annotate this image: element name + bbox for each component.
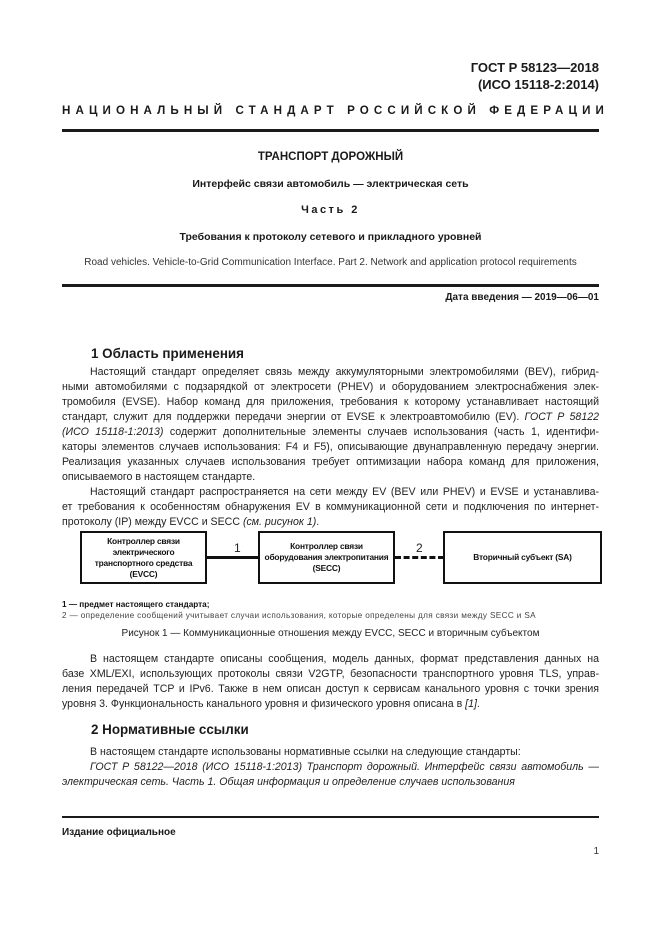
text-line: В настоящем стандарте использованы нормативные ссылки на следующие стандарты: (90, 746, 521, 758)
punctuation: . (476, 698, 480, 710)
text-line: ет требования к особенностям обнаружения EV в коммуникационной сети и подключения по интернет- (62, 501, 599, 513)
section-1-paragraph-2 (62, 485, 599, 530)
text-line: ления передачей TCP и IPv6. Также в нем описан доступ к сервисам канального уровня с точки зрения (62, 683, 599, 695)
text-line: В настоящем стандарте описаны сообщения, модель данных, формат представления данных на (90, 653, 599, 665)
title-english: Road vehicles. Vehicle-to-Grid Communication Interface. Part 2. Network and application protocol requirements (84, 257, 577, 268)
iso-number: (ИСО 15118-2:2014) (477, 77, 599, 92)
figure-reference: (см. рисунок 1) (242, 516, 317, 528)
document-designation (471, 59, 599, 93)
section-1-heading: 1 Область применения (91, 346, 244, 361)
connector-dashed-2 (395, 556, 444, 559)
footer-divider (62, 816, 599, 818)
text-line: уровня 3. Функциональность канального уровня и физического уровня описана в (62, 698, 466, 710)
text-line: Настоящий стандарт распространяется на сети между EV (BEV или PHEV) и EVSE и устанавлива- (90, 486, 599, 498)
text-line: стандарт, служит для поддержки передачи энергии от EVSE к электроавтомобилю (EV). (62, 411, 520, 423)
gost-reference: ГОСТ Р 58122 (524, 411, 600, 423)
punctuation: . (316, 516, 320, 528)
title-main: ТРАНСПОРТ ДОРОЖНЫЙ (257, 151, 404, 163)
connector-label-2: 2 (416, 541, 423, 555)
title-requirements: Требования к протоколу сетевого и прикладного уровней (179, 231, 482, 243)
section-1-paragraph-1 (62, 365, 599, 485)
normative-reference-cont: электрическая сеть. Часть 1. Общая информация и определение случаев использования (62, 776, 515, 788)
title-subtitle: Интерфейс связи автомобиль — электрическая сеть (192, 178, 469, 190)
header-divider (62, 129, 599, 132)
bibliography-reference: [1] (465, 698, 477, 710)
text-line: протоколу (IP) между EVCC и SECC (62, 516, 243, 528)
normative-reference: ГОСТ Р 58122—2018 (ИСО 15118-1:2013) Транспорт дорожный. Интерфейс связи автомобиль — (90, 761, 599, 773)
official-edition-label: Издание официальное (62, 827, 176, 838)
text-line: каторы элементов случаев использования: F4 и F5), описывающие двунаправленную передачу энергии. (62, 441, 599, 453)
text-line: описываемого в настоящем стандарте. (62, 471, 256, 483)
iso-reference: (ИСО 15118-1:2013) (62, 426, 164, 438)
figure-legend-2: 2 — определение сообщений учитывает случаи использования, которые определены для связи между SECC и SA (62, 611, 536, 620)
title-part: Часть 2 (301, 204, 360, 216)
national-standard-banner: НАЦИОНАЛЬНЫЙ СТАНДАРТ РОССИЙСКОЙ ФЕДЕРАЦИИ (62, 104, 609, 117)
figure-caption: Рисунок 1 — Коммуникационные отношения между EVCC, SECC и вторичным субъектом (121, 628, 540, 639)
gost-number: ГОСТ Р 58123—2018 (470, 60, 599, 75)
section-2-heading: 2 Нормативные ссылки (91, 722, 249, 737)
section-1-paragraph-3 (62, 652, 599, 712)
diagram-box-evcc: Контроллер связи электрического транспортного средства (EVCC) (80, 531, 207, 584)
text-line: Настоящий стандарт определяет связь между аккумуляторными электромобилями (BEV), гибрид- (90, 366, 599, 378)
text-line: базе XML/EXI, использующих протоколы связи V2GTP, безопасности транспортного уровня TLS, управ- (62, 668, 599, 680)
connector-label-1: 1 (234, 541, 241, 555)
page-number: 1 (593, 846, 599, 857)
diagram-box-sa: Вторичный субъект (SA) (443, 531, 602, 584)
text-line: содержит дополнительные элементы случаев использования (часть 1, идентифи- (163, 426, 599, 438)
text-line: тромобиля (EVSE). Набор команд для приложения, требования к которому устанавливает настоящий (62, 396, 599, 408)
introduction-date: Дата введения — 2019—06—01 (445, 292, 599, 303)
title-divider (62, 284, 599, 287)
section-2-body (62, 745, 599, 790)
figure-legend-1: 1 — предмет настоящего стандарта; (62, 600, 210, 609)
text-line: ными автомобилями с подзарядкой от электросети (PHEV) и оборудованием электроснабжения элек- (62, 381, 599, 393)
connector-solid-1 (207, 556, 259, 559)
diagram-box-secc: Контроллер связи оборудования электропитания (SECC) (258, 531, 395, 584)
text-line: Реализация указанных случаев использования требует оптимизации набора команд для приложения, (62, 456, 599, 468)
